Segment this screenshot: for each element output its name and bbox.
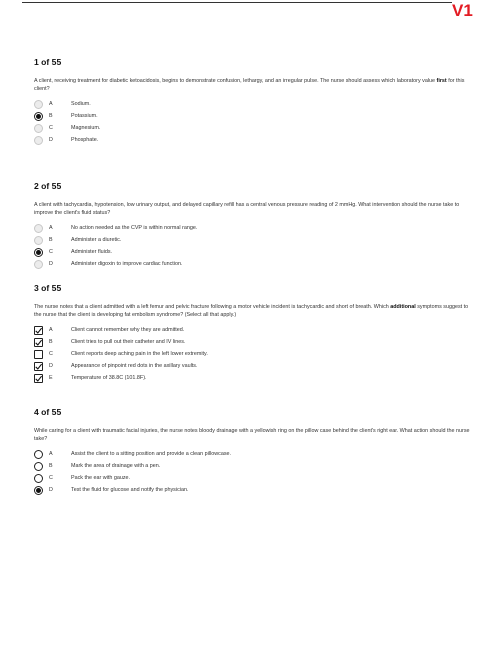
option-letter: D — [49, 261, 53, 267]
option-a[interactable] — [34, 98, 474, 110]
option-letter: D — [49, 137, 53, 143]
checkbox-checked[interactable] — [34, 374, 43, 383]
question-4 — [34, 407, 474, 496]
checkbox-checked[interactable] — [34, 338, 43, 347]
option-text: No action needed as the CVP is within normal range. — [71, 225, 198, 231]
option-text: Appearance of pinpoint red dots in the axillary vaults. — [71, 363, 198, 369]
option-c[interactable] — [34, 122, 474, 134]
option-b[interactable] — [34, 234, 474, 246]
option-letter: E — [49, 375, 53, 381]
option-text: Test the fluid for glucose and notify the physician. — [71, 487, 189, 493]
question-title: 1 of 55 — [34, 57, 62, 67]
options-list — [34, 448, 474, 496]
option-letter: B — [49, 237, 53, 243]
radio-unselected[interactable] — [34, 224, 43, 233]
checkmark-icon — [35, 363, 42, 370]
option-c[interactable] — [34, 348, 474, 360]
question-title: 3 of 55 — [34, 283, 62, 293]
radio-unselected[interactable] — [34, 450, 43, 459]
option-a[interactable] — [34, 324, 474, 336]
option-letter: A — [49, 451, 53, 457]
radio-selected[interactable] — [34, 486, 43, 495]
option-letter: A — [49, 101, 53, 107]
question-text: A client, receiving treatment for diabetic ketoacidosis, begins to demonstrate confusion, lethargy, and an irregular pulse. The nurse should assess which laboratory value first for this client? — [34, 78, 465, 92]
question-3 — [34, 283, 474, 384]
option-text: Pack the ear with gauze. — [71, 475, 131, 481]
top-rule — [22, 2, 452, 3]
option-a[interactable] — [34, 448, 474, 460]
radio-unselected[interactable] — [34, 260, 43, 269]
option-text: Administer digoxin to improve cardiac function. — [71, 261, 183, 267]
option-d[interactable] — [34, 258, 474, 270]
option-c[interactable] — [34, 246, 474, 258]
option-letter: C — [49, 475, 53, 481]
options-list — [34, 98, 474, 146]
option-text: Magnesium. — [71, 125, 101, 131]
option-text: Assist the client to a sitting position and provide a clean pillowcase. — [71, 451, 232, 457]
option-c[interactable] — [34, 472, 474, 484]
question-1 — [34, 57, 474, 146]
option-b[interactable] — [34, 110, 474, 122]
radio-unselected[interactable] — [34, 474, 43, 483]
options-list — [34, 324, 474, 384]
option-text: Administer fluids. — [71, 249, 113, 255]
option-letter: A — [49, 327, 53, 333]
version-label: V1 — [452, 1, 473, 20]
question-2 — [34, 181, 474, 270]
question-title: 4 of 55 — [34, 407, 62, 417]
option-text: Potassium. — [71, 113, 98, 119]
option-text: Client cannot remember why they are admitted. — [71, 327, 185, 333]
option-e[interactable] — [34, 372, 474, 384]
option-text: Phosphate. — [71, 137, 99, 143]
radio-unselected[interactable] — [34, 236, 43, 245]
radio-unselected[interactable] — [34, 136, 43, 145]
option-d[interactable] — [34, 360, 474, 372]
option-letter: D — [49, 487, 53, 493]
checkmark-icon — [35, 375, 42, 382]
option-text: Temperature of 38.8C (101.8F). — [71, 375, 147, 381]
option-text: Mark the area of drainage with a pen. — [71, 463, 161, 469]
option-a[interactable] — [34, 222, 474, 234]
checkmark-icon — [35, 327, 42, 334]
option-letter: C — [49, 125, 53, 131]
option-letter: B — [49, 339, 53, 345]
radio-unselected[interactable] — [34, 124, 43, 133]
option-b[interactable] — [34, 460, 474, 472]
option-text: Client reports deep aching pain in the left lower extremity. — [71, 351, 208, 357]
option-text: Administer a diuretic. — [71, 237, 122, 243]
option-letter: B — [49, 113, 53, 119]
checkmark-icon — [35, 339, 42, 346]
option-b[interactable] — [34, 336, 474, 348]
question-title: 2 of 55 — [34, 181, 62, 191]
radio-unselected[interactable] — [34, 462, 43, 471]
option-letter: D — [49, 363, 53, 369]
option-letter: B — [49, 463, 53, 469]
checkbox-checked[interactable] — [34, 326, 43, 335]
options-list — [34, 222, 474, 270]
option-text: Sodium. — [71, 101, 91, 107]
question-text: A client with tachycardia, hypotension, low urinary output, and delayed capillary refill has a central venous pressure reading of 2 mmHg. What intervention should the nurse take to improve the client's fluid status? — [34, 202, 460, 216]
radio-unselected[interactable] — [34, 100, 43, 109]
option-d[interactable] — [34, 484, 474, 496]
option-letter: A — [49, 225, 53, 231]
question-text: While caring for a client with traumatic facial injuries, the nurse notes bloody drainage with a yellowish ring on the pillow case behind the client's right ear. What action should the nurse take? — [34, 428, 470, 442]
radio-selected[interactable] — [34, 248, 43, 257]
option-d[interactable] — [34, 134, 474, 146]
checkbox-unchecked[interactable] — [34, 350, 43, 359]
option-letter: C — [49, 249, 53, 255]
option-letter: C — [49, 351, 53, 357]
radio-selected[interactable] — [34, 112, 43, 121]
question-text: The nurse notes that a client admitted with a left femur and pelvic fracture following a motor vehicle incident is tachycardic and short of breath. Which additional symptoms suggest to the nurse that the client is developing fat embolism syndrome? (Select all that apply.) — [34, 304, 469, 318]
option-text: Client tries to pull out their catheter and IV lines. — [71, 339, 186, 345]
checkbox-checked[interactable] — [34, 362, 43, 371]
